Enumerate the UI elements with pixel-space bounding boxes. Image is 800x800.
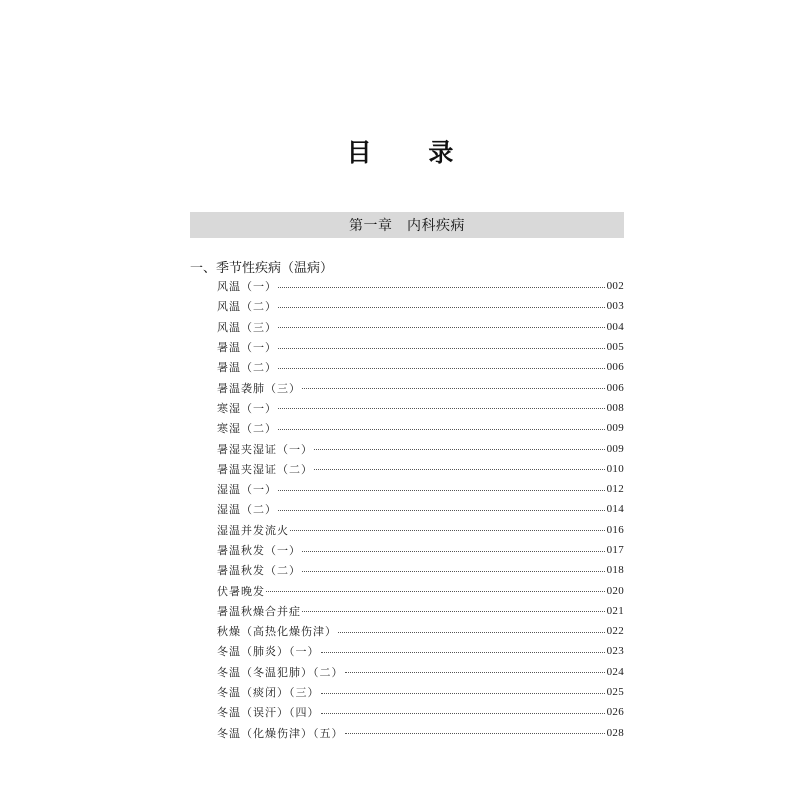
toc-entry[interactable]	[217, 702, 624, 722]
toc-entry[interactable]	[217, 601, 624, 621]
toc-entry-page-number: 006	[606, 361, 624, 374]
toc-entry[interactable]	[217, 641, 624, 661]
toc-dot-leader	[278, 408, 605, 409]
toc-dot-leader	[302, 551, 605, 552]
toc-entry-label: 湿温并发流火	[217, 523, 289, 537]
toc-entry-label: 风温（三）	[217, 320, 277, 334]
toc-dot-leader	[278, 510, 605, 511]
toc-entry-page-number: 003	[606, 300, 624, 313]
toc-entry[interactable]	[217, 479, 624, 499]
toc-entry[interactable]	[217, 418, 624, 438]
toc-entry-label: 风温（一）	[217, 280, 277, 294]
toc-dot-leader	[278, 368, 605, 369]
toc-dot-leader	[321, 713, 605, 714]
toc-entry[interactable]	[217, 560, 624, 580]
toc-entry-page-number: 021	[606, 604, 624, 617]
toc-entry-page-number: 028	[606, 726, 624, 739]
toc-dot-leader	[321, 652, 605, 653]
toc-entry-page-number: 024	[606, 665, 624, 678]
toc-entry[interactable]	[217, 337, 624, 357]
toc-dot-leader	[338, 632, 605, 633]
toc-entry-page-number: 004	[606, 320, 624, 333]
toc-entry[interactable]	[217, 723, 624, 743]
toc-dot-leader	[345, 672, 605, 673]
toc-entry-page-number: 012	[606, 483, 624, 496]
toc-dot-leader	[266, 591, 605, 592]
toc-entry-page-number: 026	[606, 706, 624, 719]
toc-entry-page-number: 009	[606, 442, 624, 455]
toc-entry-page-number: 022	[606, 625, 624, 638]
toc-entry-label: 寒湿（一）	[217, 401, 277, 415]
toc-dot-leader	[278, 490, 605, 491]
toc-entry[interactable]	[217, 438, 624, 458]
toc-dot-leader	[290, 530, 605, 531]
toc-entry-page-number: 016	[606, 523, 624, 536]
toc-entry[interactable]	[217, 520, 624, 540]
toc-entry-page-number: 017	[606, 544, 624, 556]
toc-entry-label: 暑湿夹湿证（一）	[217, 442, 313, 456]
toc-entry[interactable]	[217, 357, 624, 377]
toc-dot-leader	[302, 571, 605, 572]
toc-entry-label: 暑温（二）	[217, 361, 277, 375]
toc-entry-label: 冬温（冬温犯肺）（二）	[217, 665, 344, 679]
toc-entry-label: 寒湿（二）	[217, 422, 277, 436]
toc-entry-page-number: 025	[606, 686, 624, 699]
toc-entry[interactable]	[217, 296, 624, 316]
toc-entry-page-number: 014	[606, 503, 624, 516]
toc-entry-page-number: 009	[606, 422, 624, 435]
toc-entry-label: 冬温（痰闭）（三）	[217, 686, 320, 700]
toc-dot-leader	[314, 469, 605, 470]
toc-entry-label: 暑温秋燥合并症	[217, 604, 301, 618]
toc-entry[interactable]	[217, 662, 624, 682]
toc-dot-leader	[302, 388, 605, 389]
chapter-header-bar	[190, 212, 624, 238]
toc-dot-leader	[321, 693, 605, 694]
toc-entry-label: 冬温（化燥伤津）（五）	[217, 726, 344, 740]
chapter-title: 第一章 内科疾病	[349, 218, 465, 234]
toc-dot-leader	[278, 429, 605, 430]
toc-entry[interactable]	[217, 398, 624, 418]
toc-entry[interactable]	[217, 317, 624, 337]
toc-entry-label: 暑温（一）	[217, 341, 277, 355]
toc-entry-page-number: 010	[606, 462, 624, 475]
section-heading: 一、季节性疾病（温病）	[190, 261, 334, 276]
toc-entry-page-number: 005	[606, 341, 624, 354]
toc-dot-leader	[278, 348, 605, 349]
toc-entry-label: 冬温（肺炎）（一）	[217, 645, 320, 659]
toc-entry-label: 风温（二）	[217, 300, 277, 314]
toc-dot-leader	[278, 307, 605, 308]
toc-entry-label: 暑温夹湿证（二）	[217, 462, 313, 476]
toc-entry-page-number: 023	[606, 645, 624, 658]
toc-entry-label: 湿温（一）	[217, 483, 277, 497]
toc-entry[interactable]	[217, 540, 624, 560]
toc-entry[interactable]	[217, 621, 624, 641]
toc-entry-page-number: 020	[606, 584, 624, 597]
toc-dot-leader	[278, 287, 605, 288]
toc-dot-leader	[302, 611, 605, 612]
toc-dot-leader	[314, 449, 605, 450]
toc-list	[217, 276, 624, 743]
page-title: 目 录	[346, 138, 478, 167]
toc-entry-page-number: 018	[606, 564, 624, 577]
toc-entry-label: 暑温袭肺（三）	[217, 381, 301, 395]
toc-entry-label: 秋燥（高热化燥伤津）	[217, 625, 337, 639]
toc-dot-leader	[278, 327, 605, 328]
toc-entry-label: 冬温（误汗）（四）	[217, 706, 320, 720]
toc-entry[interactable]	[217, 580, 624, 600]
toc-entry-label: 伏暑晚发	[217, 584, 265, 598]
toc-entry-label: 暑温秋发（一）	[217, 544, 301, 557]
toc-entry[interactable]	[217, 276, 624, 296]
toc-entry[interactable]	[217, 377, 624, 397]
toc-entry-page-number: 006	[606, 381, 624, 394]
toc-entry[interactable]	[217, 459, 624, 479]
toc-entry-label: 湿温（二）	[217, 503, 277, 517]
toc-entry-page-number: 002	[606, 280, 624, 293]
toc-entry[interactable]	[217, 682, 624, 702]
toc-dot-leader	[345, 733, 605, 734]
toc-entry-label: 暑温秋发（二）	[217, 564, 301, 578]
toc-entry[interactable]	[217, 499, 624, 519]
toc-entry-page-number: 008	[606, 401, 624, 414]
